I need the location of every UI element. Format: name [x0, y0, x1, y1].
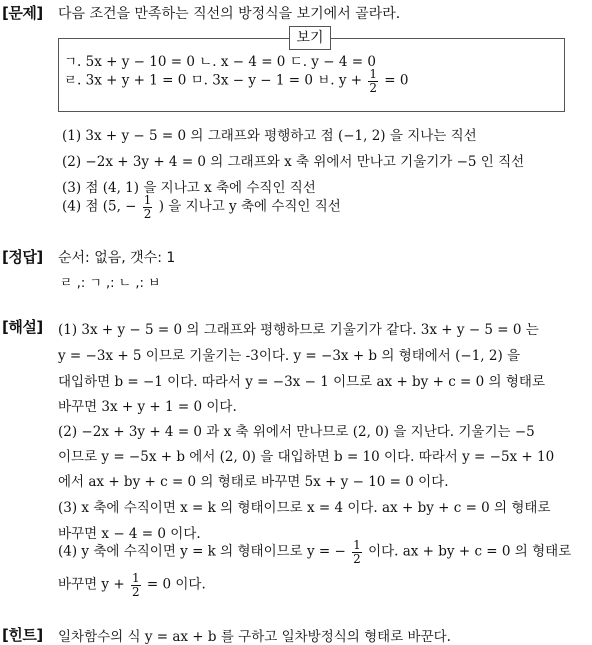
options-row-1: ㄱ. 5x + y − 10 = 0 ㄴ. x − 4 = 0 ㄷ. y − 4 = 0 [64, 54, 376, 70]
solution-line: 대입하면 b = −1 이다. 따라서 y = −3x − 1 이므로 ax + by + c = 0 의 형태로 [58, 374, 545, 390]
solution-line: (2) −2x + 3y + 4 = 0 과 x 축 위에서 만나므로 (2, 0) 을 지난다. 기울기는 −5 [58, 424, 535, 440]
solution-line: 이므로 y = −5x + b 에서 (2, 0) 을 대입하면 b = 10 이다. 따라서 y = −5x + 10 [58, 449, 555, 465]
solution-line: y = −3x + 5 이므로 기울기는 -3이다. y = −3x + b 의 형태에서 (−1, 2) 을 [58, 348, 521, 364]
fraction-half: $\frac{1}{2}$ [353, 538, 361, 566]
fraction-half: $\frac{1}{2}$ [131, 571, 140, 599]
hint-tag: [힌트] [2, 626, 43, 644]
problem-tag: [문제] [2, 4, 43, 22]
solution-line: (3) x 축에 수직이면 x = k 의 형태이므로 x = 4 이다. ax + by + c = 0 의 형태로 [58, 500, 551, 516]
condition-4: (4) 점 (5, − $\frac{1}{2}$ ) 을 지나고 y 축에 수직인 직선 [62, 193, 341, 221]
options-box-title: 보기 [289, 26, 331, 50]
answer-value: ㄹ ,: ㄱ ,: ㄴ ,: ㅂ [60, 276, 161, 291]
answer-meta: 순서: 없음, 갯수: 1 [58, 250, 176, 266]
condition-1: (1) 3x + y − 5 = 0 의 그래프와 평행하고 점 (−1, 2) 을 지나는 직선 [62, 128, 477, 144]
condition-3: (3) 점 (4, 1) 을 지나고 x 축에 수직인 직선 [62, 180, 316, 196]
problem-instruction: 다음 조건을 만족하는 직선의 방정식을 보기에서 골라라. [58, 6, 401, 22]
solution-line: (4) y 축에 수직이면 y = k 의 형태이므로 y = − $\frac{1}{2}$ 이다. ax + by + c = 0 의 형태로 [58, 538, 572, 566]
answer-tag: [정답] [2, 248, 43, 266]
solution-line: 에서 ax + by + c = 0 의 형태로 바꾸면 5x + y − 10 = 0 이다. [58, 474, 449, 490]
solution-line: 바꾸면 x − 4 = 0 이다. [58, 526, 201, 542]
solution-tag: [해설] [2, 318, 43, 336]
hint-text: 일차함수의 식 y = ax + b 를 구하고 일차방정식의 형태로 바꾼다. [58, 629, 451, 645]
fraction-half: $\frac{1}{2}$ [369, 67, 377, 95]
solution-line: 바꾸면 y + $\frac{1}{2}$ = 0 이다. [58, 571, 206, 599]
solution-line: (1) 3x + y − 5 = 0 의 그래프와 평행하므로 기울기가 같다. 3x + y − 5 = 0 는 [58, 322, 539, 338]
fraction-half: $\frac{1}{2}$ [143, 193, 152, 221]
condition-2: (2) −2x + 3y + 4 = 0 의 그래프와 x 축 위에서 만나고 기울기가 −5 인 직선 [62, 154, 525, 170]
solution-line: 바꾸면 3x + y + 1 = 0 이다. [58, 399, 237, 415]
options-row-2: ㄹ. 3x + y + 1 = 0 ㅁ. 3x − y − 1 = 0 ㅂ. y + $\frac{1}{2}$ = 0 [64, 67, 409, 95]
